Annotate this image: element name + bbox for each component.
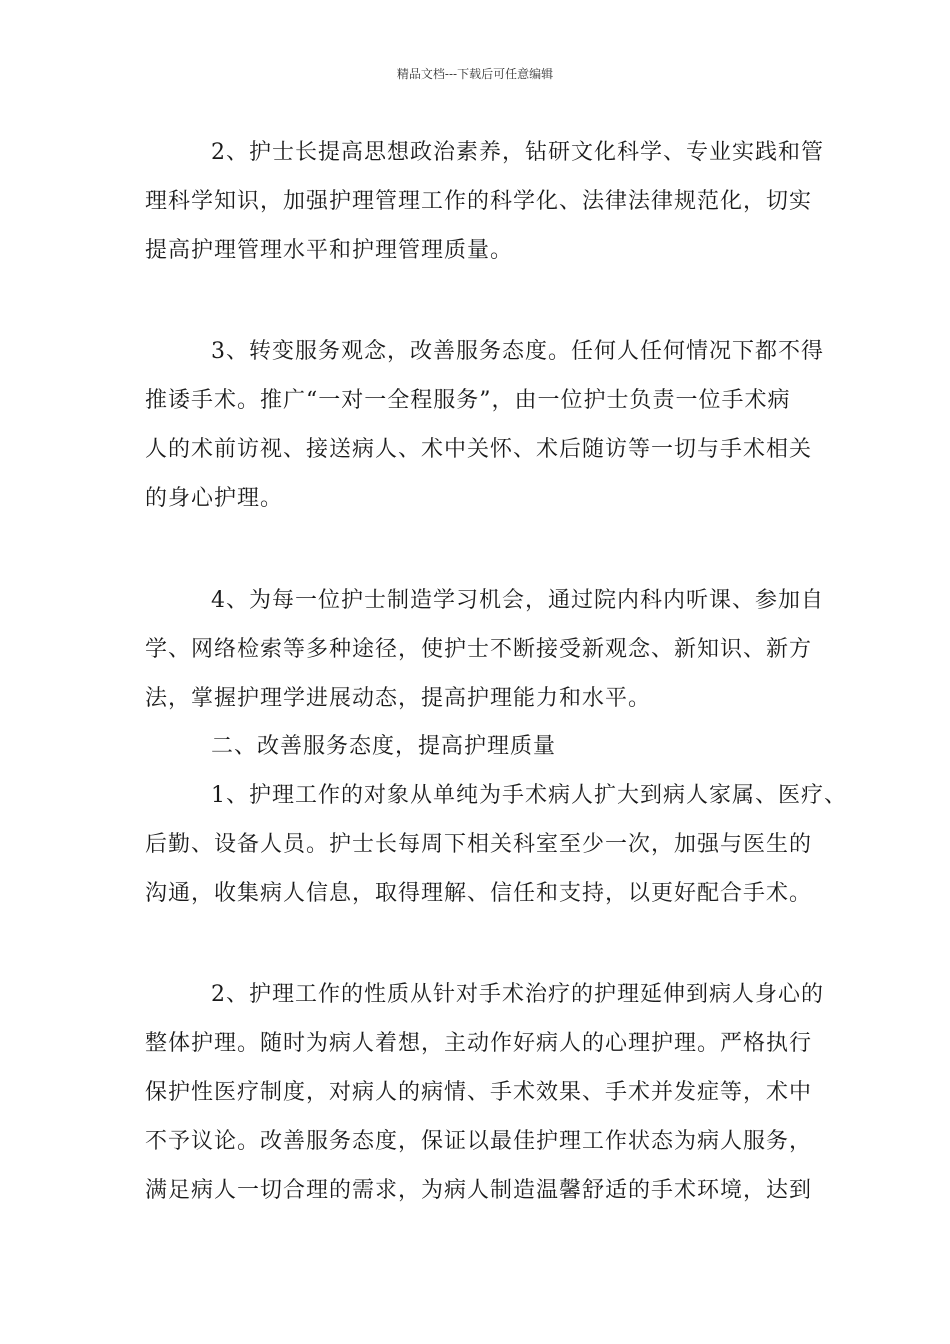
- section-heading: [145, 722, 817, 771]
- text-line: 二、改善服务态度，提高护理质量: [211, 734, 557, 759]
- text-line: 2、护理工作的性质从针对手术治疗的护理延伸到病人身心的: [211, 982, 824, 1007]
- paragraph-4: [145, 771, 847, 918]
- paragraph-1: [145, 128, 824, 275]
- page-header: 精品文档---下载后可任意编辑: [396, 67, 554, 81]
- text-line: 2、护士长提高思想政治素养，钻研文化科学、专业实践和管: [211, 140, 824, 165]
- text-line: 学、网络检索等多种途径，使护士不断接受新观念、新知识、新方: [145, 637, 813, 662]
- paragraph-5: [145, 970, 824, 1215]
- text-line: 推诿手术。推广“一对一全程服务”，由一位护士负责一位手术病: [145, 388, 791, 413]
- text-line: 法，掌握护理学进展动态，提高护理能力和水平。: [145, 686, 652, 711]
- paragraph-3: [145, 576, 824, 723]
- text-line: 的身心护理。: [145, 486, 284, 511]
- text-line: 满足病人一切合理的需求，为病人制造温馨舒适的手术环境，达到: [145, 1178, 813, 1203]
- text-line: 整体护理。随时为病人着想，主动作好病人的心理护理。严格执行: [145, 1031, 813, 1056]
- text-line: 不予议论。改善服务态度，保证以最佳护理工作状态为病人服务，: [145, 1129, 813, 1154]
- text-line: 提高护理管理水平和护理管理质量。: [145, 238, 514, 263]
- text-line: 3、转变服务观念，改善服务态度。任何人任何情况下都不得: [211, 339, 824, 364]
- text-line: 理科学知识，加强护理管理工作的科学化、法律法律规范化，切实: [145, 189, 813, 214]
- text-line: 沟通，收集病人信息，取得理解、信任和支持，以更好配合手术。: [145, 881, 813, 906]
- text-line: 保护性医疗制度，对病人的病情、手术效果、手术并发症等，术中: [145, 1080, 813, 1105]
- paragraph-2: [145, 327, 824, 523]
- text-line: 人的术前访视、接送病人、术中关怀、术后随访等一切与手术相关: [145, 437, 813, 462]
- text-line: 后勤、设备人员。护士长每周下相关科室至少一次，加强与医生的: [145, 832, 813, 857]
- text-line: 1、护理工作的对象从单纯为手术病人扩大到病人家属、医疗、: [211, 783, 847, 808]
- text-line: 4、为每一位护士制造学习机会，通过院内科内听课、参加自: [211, 588, 824, 613]
